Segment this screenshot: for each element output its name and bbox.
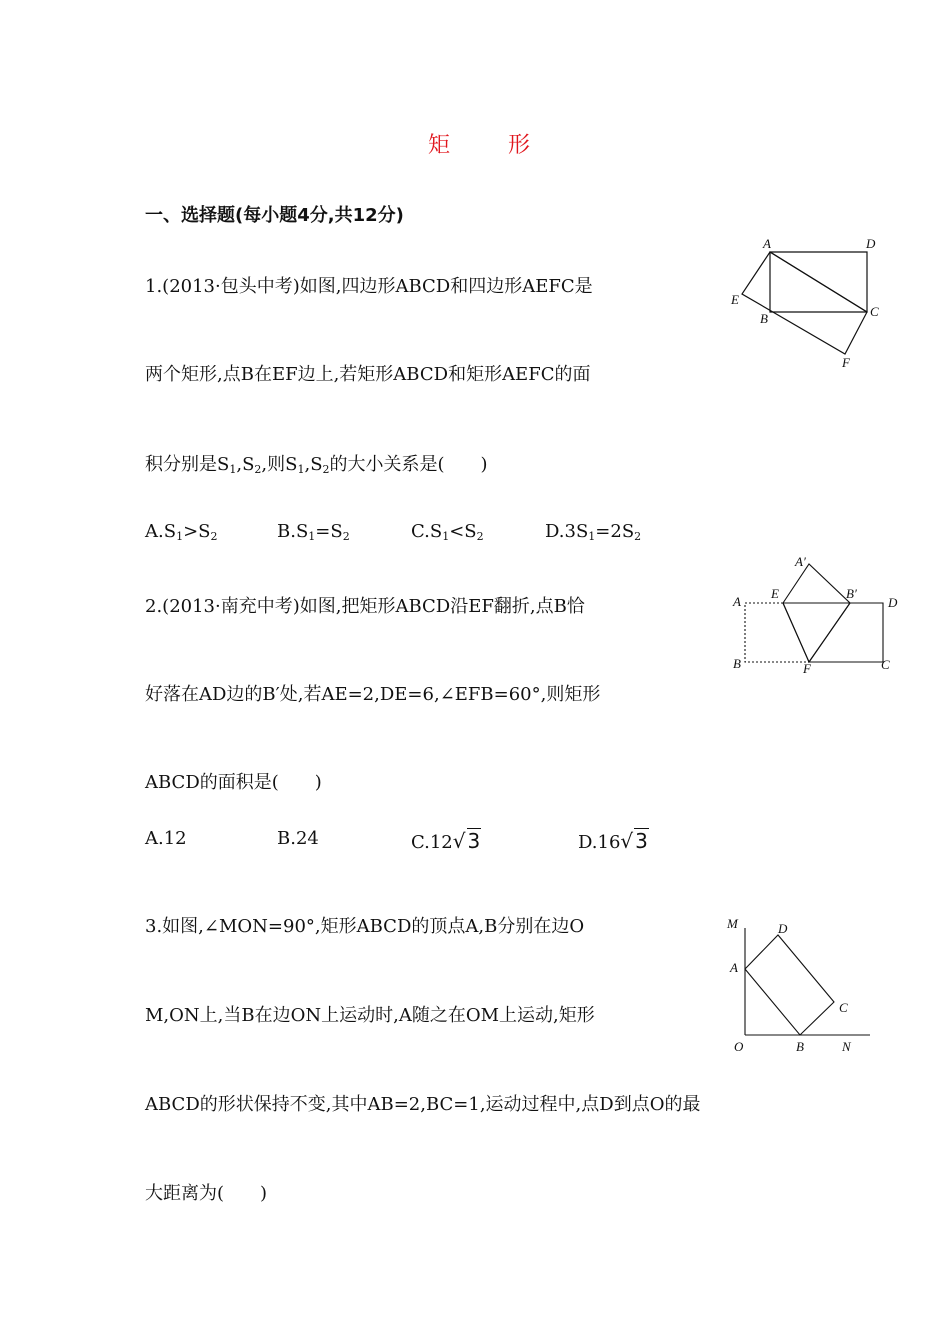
q3-label-o: O	[734, 1039, 744, 1054]
section-heading: 一、选择题(每小题4分,共12分)	[145, 205, 404, 226]
q1-label-a: A	[763, 236, 771, 251]
q1-option-a: $A.S_1>S_2$	[145, 521, 218, 543]
q3-line-1: 3.如图,∠MON=90°,矩形ABCD的顶点A,B分别在边O	[145, 916, 585, 937]
title-char-1: 矩	[428, 133, 453, 158]
q2-label-f: F	[803, 661, 811, 676]
q1-line-1: 1.(2013·包头中考)如图,四边形ABCD和四边形AEFC是	[145, 276, 593, 297]
q1-option-b: $B.S_1=S_2$	[277, 521, 350, 543]
q3-label-n: N	[842, 1039, 851, 1054]
q1-line-2: 两个矩形,点B在EF边上,若矩形ABCD和矩形AEFC的面	[145, 364, 591, 385]
q1-label-e: E	[731, 292, 739, 307]
q1-option-d: $D.3S_1=2S_2$	[545, 521, 642, 543]
q2-line-1: 2.(2013·南充中考)如图,把矩形ABCD沿EF翻折,点B恰	[145, 596, 585, 617]
q3-label-b: B	[796, 1039, 804, 1054]
q2-label-a: A	[733, 594, 741, 609]
q2-line-3: ABCD的面积是( )	[145, 772, 322, 793]
q3-line-2: M,ON上,当B在边ON上运动时,A随之在OM上运动,矩形	[145, 1005, 595, 1026]
q2-label-c: C	[881, 657, 890, 672]
q1-figure	[720, 232, 890, 372]
q1-rect-aefc	[742, 252, 867, 354]
q1-label-f: F	[842, 355, 850, 370]
q2-option-c: C.12√ 3	[411, 829, 481, 853]
q3-line-3: ABCD的形状保持不变,其中AB=2,BC=1,运动过程中,点D到点O的最	[145, 1094, 701, 1115]
sqrt-symbol: √ 3	[452, 829, 481, 853]
q3-line-4: 大距离为( )	[145, 1183, 268, 1204]
q3-label-c: C	[839, 1000, 848, 1015]
q3-label-m: M	[727, 916, 738, 931]
q2-label-e: E	[771, 586, 779, 601]
q2-option-a: A.12	[145, 828, 187, 849]
q2-folded-part	[783, 564, 850, 662]
q2-label-b: B	[733, 656, 741, 671]
q2-figure	[725, 552, 910, 680]
q1-option-c: $C.S_1<S_2$	[411, 521, 484, 543]
q3-label-d: D	[778, 921, 788, 936]
page-title	[428, 128, 532, 159]
title-char-2: 形	[508, 133, 533, 158]
q1-label-d: D	[866, 236, 876, 251]
q2-label-b-prime: B′	[846, 586, 857, 601]
q2-label-d: D	[888, 595, 898, 610]
q2-option-b: B.24	[277, 828, 319, 849]
q1-label-b: B	[760, 311, 768, 326]
q3-rect-abcd	[745, 935, 834, 1035]
q3-figure	[720, 910, 890, 1060]
q2-option-d: D.16√ 3	[578, 829, 648, 853]
sqrt-symbol: √ 3	[620, 829, 648, 853]
q2-dashed-original	[745, 603, 809, 662]
q2-label-a-prime: A′	[795, 554, 806, 569]
q2-line-2: 好落在AD边的B′处,若AE=2,DE=6,∠EFB=60°,则矩形	[145, 684, 601, 705]
q1-line-3: 积分别是$S_1,S_2$,则$S_1,S_2$的大小关系是( )	[145, 454, 488, 476]
q1-label-c: C	[870, 304, 879, 319]
q3-label-a: A	[730, 960, 738, 975]
